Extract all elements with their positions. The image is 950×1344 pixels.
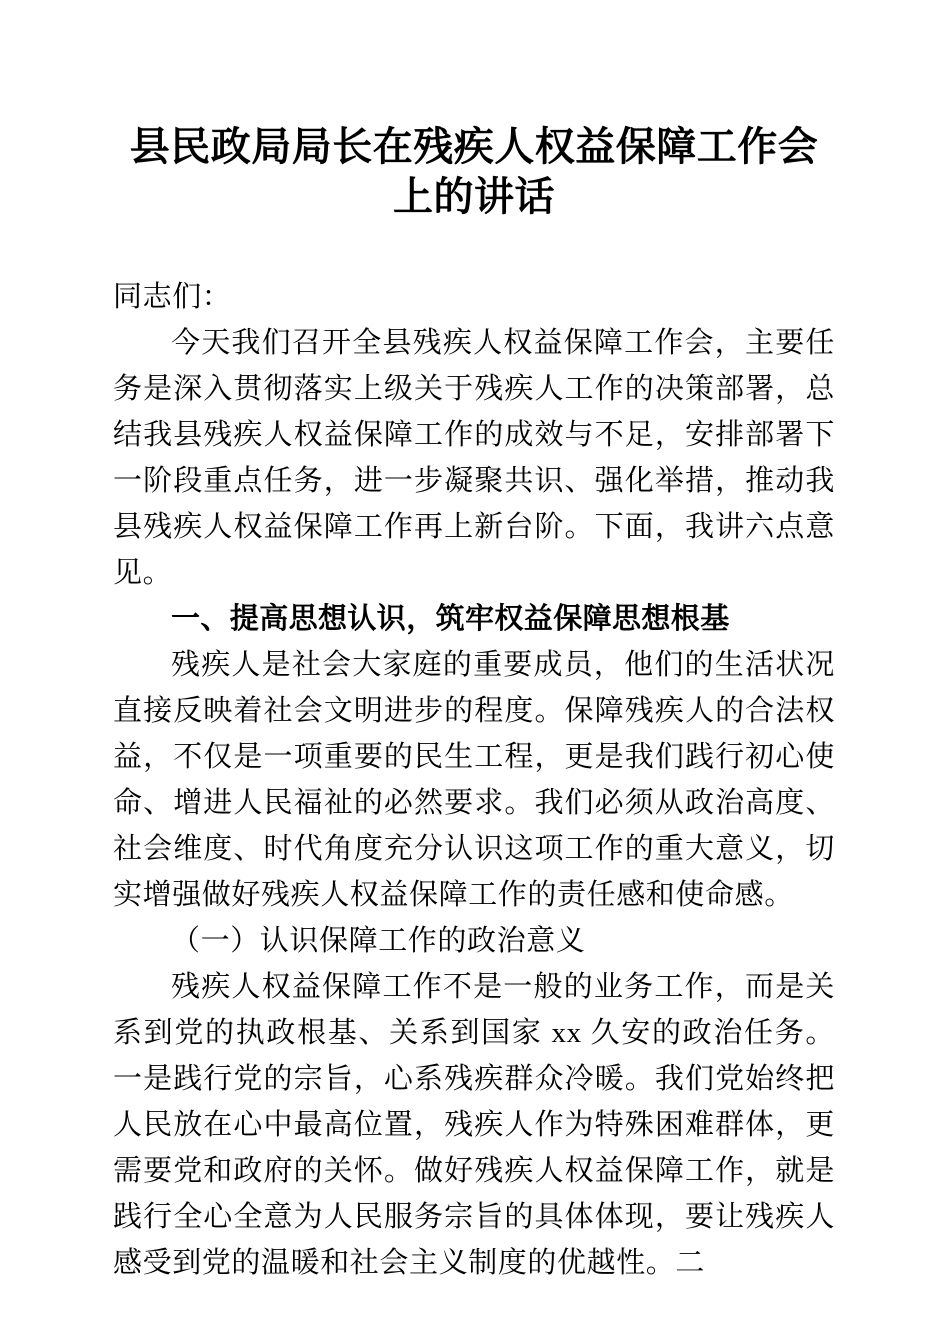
- opening-paragraph: 今天我们召开全县残疾人权益保障工作会，主要任务是深入贯彻落实上级关于残疾人工作的决策部署，总结我县残疾人权益保障工作的成效与不足，安排部署下一阶段重点任务，进一步凝聚共识、强化举措，推动我县残疾人权益保障工作再上新台阶。下面，我讲六点意见。: [113, 327, 835, 589]
- page-title: 县民政局局长在残疾人权益保障工作会上的讲话: [129, 124, 819, 219]
- section-heading-one: 一、提高思想认识，筑牢权益保障思想根基: [171, 603, 730, 635]
- subsection-heading-one-1: （一）认识保障工作的政治意义: [171, 925, 586, 957]
- document-body: [113, 320, 835, 1286]
- document-content-column: [113, 0, 835, 1286]
- salutation: 同志们：: [113, 281, 232, 313]
- section-one-intro-paragraph: 残疾人是社会大家庭的重要成员，他们的生活状况直接反映着社会文明进步的程度。保障残疾人的合法权益，不仅是一项重要的民生工程，更是我们践行初心使命、增进人民福祉的必然要求。我们必须从政治高度、社会维度、时代角度充分认识这项工作的重大意义，切实增强做好残疾人权益保障工作的责任感和使命感。: [113, 649, 835, 911]
- subsection-one-1-paragraph: 残疾人权益保障工作不是一般的业务工作，而是关系到党的执政根基、关系到国家 xx 久安的政治任务。一是践行党的宗旨，心系残疾群众冷暖。我们党始终把人民放在心中最高位置，残疾人作为特殊困难群体，更需要党和政府的关怀。做好残疾人权益保障工作，就是践行全心全意为人民服务宗旨的具体体现，要让残疾人感受到党的温暖和社会主义制度的优越性。二: [113, 971, 835, 1279]
